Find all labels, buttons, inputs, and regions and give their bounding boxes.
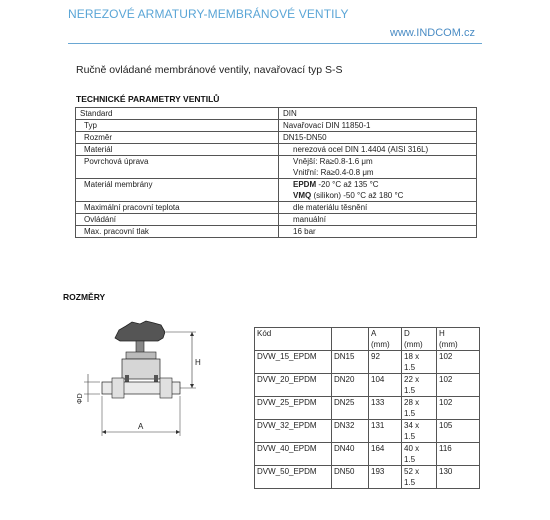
param-value [279, 156, 477, 179]
table-row [255, 420, 480, 443]
col-header-dn [332, 328, 369, 351]
params-row [76, 179, 477, 202]
param-value-line [293, 190, 472, 201]
cell-code: DVW_32_EPDM [255, 420, 332, 443]
table-row [255, 351, 480, 374]
param-label: Rozměr [76, 132, 279, 144]
param-label: Ovládání [76, 214, 279, 226]
param-value: manuální [279, 214, 477, 226]
material-vmq: VMQ [293, 191, 312, 200]
cell-d [402, 420, 437, 443]
cell-h: 102 [437, 397, 480, 420]
cell-d-line: 1.5 [404, 455, 416, 464]
dim-d-label: ΦD [77, 393, 84, 404]
cell-a: 92 [369, 351, 402, 374]
material-epdm: EPDM [293, 180, 317, 189]
dims-heading: ROZMĚRY [63, 292, 106, 302]
col-header-text: A [371, 329, 377, 338]
col-header-text: (mm) [439, 340, 458, 349]
cell-h: 105 [437, 420, 480, 443]
params-row [76, 226, 477, 238]
cell-d [402, 443, 437, 466]
cell-d-line: 1.5 [404, 363, 416, 372]
document-title: Ručně ovládané membránové ventily, navařovací typ S-S [76, 64, 343, 76]
param-label: Maximální pracovní teplota [76, 202, 279, 214]
cell-code: DVW_20_EPDM [255, 374, 332, 397]
cell-d-line: 1.5 [404, 386, 416, 395]
param-value: DN15-DN50 [279, 132, 477, 144]
param-label: Povrchová úprava [76, 156, 279, 179]
cell-d-line: 18 x [404, 352, 420, 361]
table-row [255, 466, 480, 489]
param-value-line: Vnější: Ra≥0.8-1.6 μm [293, 157, 373, 166]
cell-d-line: 28 x [404, 398, 420, 407]
cell-d-line: 1.5 [404, 478, 416, 487]
param-value: Navařovací DIN 11850-1 [279, 120, 477, 132]
params-row [76, 144, 477, 156]
param-label: Materiál [76, 144, 279, 156]
col-header-text: (mm) [371, 340, 390, 349]
valve-stem-icon [136, 341, 144, 353]
handwheel-icon [115, 321, 165, 341]
cell-h: 116 [437, 443, 480, 466]
cell-d-line: 52 x [404, 467, 420, 476]
material-vmq-range: (silikon) -50 °C až 180 °C [311, 191, 404, 200]
cell-dn: DN50 [332, 466, 369, 489]
cell-code: DVW_50_EPDM [255, 466, 332, 489]
param-label: Typ [76, 120, 279, 132]
params-row [76, 108, 477, 120]
param-value: 16 bar [279, 226, 477, 238]
cell-dn: DN15 [332, 351, 369, 374]
col-header-text: H [439, 329, 445, 338]
header-url-link[interactable]: www.INDCOM.cz [390, 27, 475, 39]
col-header-a [369, 328, 402, 351]
params-heading: TECHNICKÉ PARAMETRY VENTILŮ [76, 94, 220, 104]
dim-a-label: A [138, 422, 144, 431]
param-value: DIN [279, 108, 477, 120]
param-label: Standard [76, 108, 279, 120]
param-label: Materiál membrány [76, 179, 279, 202]
cell-d-line: 1.5 [404, 432, 416, 441]
col-header-h [437, 328, 480, 351]
cell-d-line: 34 x [404, 421, 420, 430]
cell-dn: DN25 [332, 397, 369, 420]
param-value: nerezová ocel DIN 1.4404 (AISI 316L) [279, 144, 477, 156]
table-row [255, 374, 480, 397]
param-value: dle materiálu těsnění [279, 202, 477, 214]
col-header-text: (mm) [404, 340, 423, 349]
cell-h: 102 [437, 374, 480, 397]
cell-d [402, 374, 437, 397]
cell-a: 164 [369, 443, 402, 466]
cell-d [402, 351, 437, 374]
header-title: NEREZOVÉ ARMATURY-MEMBRÁNOVÉ VENTILY [68, 7, 349, 21]
dims-table [254, 327, 480, 489]
cell-code: DVW_40_EPDM [255, 443, 332, 466]
table-row [255, 397, 480, 420]
cell-dn: DN20 [332, 374, 369, 397]
cell-code: DVW_15_EPDM [255, 351, 332, 374]
col-header-code [255, 328, 332, 351]
cell-a: 104 [369, 374, 402, 397]
cell-dn: DN32 [332, 420, 369, 443]
param-label: Max. pracovní tlak [76, 226, 279, 238]
cell-h: 130 [437, 466, 480, 489]
cell-a: 193 [369, 466, 402, 489]
col-header-d [402, 328, 437, 351]
params-row [76, 120, 477, 132]
dims-header-row [255, 328, 480, 351]
valve-drawing [70, 318, 230, 443]
bonnet-icon [126, 352, 156, 359]
cell-code: DVW_25_EPDM [255, 397, 332, 420]
material-epdm-range: -20 °C až 135 °C [316, 180, 379, 189]
cell-d-line: 22 x [404, 375, 420, 384]
param-value-line [293, 179, 472, 190]
dim-h-label: H [195, 358, 201, 367]
col-header-text: D [404, 329, 410, 338]
params-row [76, 156, 477, 179]
params-row [76, 132, 477, 144]
params-row [76, 214, 477, 226]
header-divider [68, 43, 482, 44]
cell-dn: DN40 [332, 443, 369, 466]
cell-d [402, 397, 437, 420]
table-row [255, 443, 480, 466]
param-value-line: Vnitřní: Ra≥0.4-0.8 μm [293, 168, 374, 177]
params-table [75, 107, 477, 238]
cell-h: 102 [437, 351, 480, 374]
cell-d-line: 40 x [404, 444, 420, 453]
params-row [76, 202, 477, 214]
col-header-text: Kód [257, 329, 272, 338]
cell-a: 131 [369, 420, 402, 443]
param-value [279, 179, 477, 202]
cell-d-line: 1.5 [404, 409, 416, 418]
cell-d [402, 466, 437, 489]
cell-a: 133 [369, 397, 402, 420]
